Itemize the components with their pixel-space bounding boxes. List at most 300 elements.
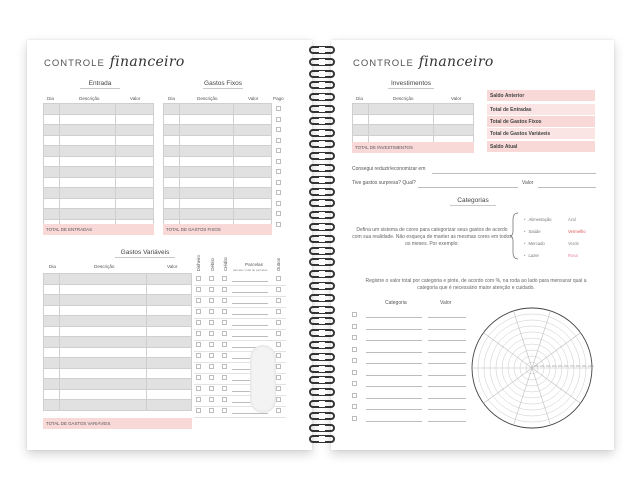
category-value-line[interactable] [428, 409, 466, 410]
table-cell[interactable] [116, 188, 154, 199]
table-row[interactable] [353, 125, 474, 136]
wheel-spoke [532, 333, 581, 368]
table-row[interactable] [44, 104, 154, 115]
table-row[interactable] [44, 198, 154, 209]
category-name-line[interactable] [366, 375, 422, 376]
payment-checkbox[interactable] [276, 298, 281, 303]
table-row[interactable] [164, 135, 272, 146]
table-cell[interactable] [147, 389, 192, 400]
category-value-line[interactable] [428, 421, 466, 422]
payment-checkbox[interactable] [222, 320, 227, 325]
table-cell[interactable] [59, 114, 115, 125]
pago-checkbox[interactable] [276, 159, 281, 164]
pago-checkbox[interactable] [276, 201, 281, 206]
gastos-variaveis-table[interactable] [43, 273, 192, 411]
entrada-col-desc: Descrição [79, 96, 100, 101]
table-cell[interactable] [234, 167, 272, 178]
payment-checkbox[interactable] [276, 397, 281, 402]
table-cell[interactable] [44, 326, 60, 337]
table-cell[interactable] [116, 156, 154, 167]
table-row[interactable] [44, 209, 154, 220]
wheel-tick-label: 60% [564, 366, 569, 368]
table-row[interactable] [44, 337, 192, 348]
table-row[interactable] [164, 167, 272, 178]
table-cell[interactable] [116, 177, 154, 188]
table-row[interactable] [44, 135, 154, 146]
payment-checkbox[interactable] [222, 276, 227, 281]
category-value-line[interactable] [428, 363, 466, 364]
summary-row[interactable]: Saldo Atual [487, 141, 595, 153]
table-row[interactable] [164, 125, 272, 136]
table-cell[interactable] [353, 125, 369, 136]
table-cell[interactable] [234, 156, 272, 167]
category-name-line[interactable] [366, 329, 422, 330]
table-cell[interactable] [44, 209, 60, 220]
payment-checkbox[interactable] [222, 375, 227, 380]
payment-checkbox[interactable] [222, 386, 227, 391]
example-mercado: • Mercado [524, 238, 552, 250]
parcelas-line[interactable] [232, 292, 268, 293]
wheel-tick-label: 30% [546, 366, 551, 368]
example-saude: • Saúde [524, 226, 552, 238]
payment-checkbox[interactable] [276, 320, 281, 325]
spiral-ring [309, 140, 335, 148]
payment-checkbox[interactable] [276, 375, 281, 380]
table-cell[interactable] [59, 305, 146, 316]
parcelas-line[interactable] [232, 325, 268, 326]
table-cell[interactable] [164, 177, 180, 188]
payment-checkbox[interactable] [196, 364, 201, 369]
table-cell[interactable] [59, 125, 115, 136]
table-cell[interactable] [147, 295, 192, 306]
payment-checkbox[interactable] [209, 408, 214, 413]
table-cell[interactable] [179, 209, 233, 220]
table-row[interactable] [44, 389, 192, 400]
table-cell[interactable] [147, 326, 192, 337]
payment-checkbox[interactable] [222, 309, 227, 314]
payment-checkbox[interactable] [196, 397, 201, 402]
payment-checkbox[interactable] [209, 397, 214, 402]
payment-checkbox[interactable] [209, 298, 214, 303]
table-row[interactable] [44, 347, 192, 358]
table-cell[interactable] [44, 347, 60, 358]
table-cell[interactable] [164, 104, 180, 115]
table-cell[interactable] [234, 146, 272, 157]
spiral-ring [309, 412, 335, 420]
payment-checkbox[interactable] [276, 276, 281, 281]
payment-checkbox[interactable] [196, 331, 201, 336]
payment-checkbox[interactable] [222, 408, 227, 413]
table-cell[interactable] [59, 274, 146, 285]
table-row[interactable] [44, 400, 192, 411]
spiral-ring [309, 306, 335, 314]
table-cell[interactable] [116, 198, 154, 209]
gastos-variaveis-total: TOTAL DE GASTOS VARIÁVEIS [43, 418, 192, 429]
var-col-dinheiro: Dinheiro [196, 255, 201, 272]
table-cell[interactable] [59, 284, 146, 295]
payment-checkbox[interactable] [222, 287, 227, 292]
category-name-line[interactable] [366, 340, 422, 341]
table-row[interactable] [44, 114, 154, 125]
table-cell[interactable] [164, 156, 180, 167]
pago-checkbox[interactable] [276, 190, 281, 195]
table-cell[interactable] [179, 114, 233, 125]
table-cell[interactable] [59, 379, 146, 390]
payment-checkbox[interactable] [209, 331, 214, 336]
table-cell[interactable] [179, 188, 233, 199]
table-cell[interactable] [234, 114, 272, 125]
wheel-tick-label: 20% [540, 366, 545, 368]
table-cell[interactable] [116, 125, 154, 136]
table-cell[interactable] [59, 347, 146, 358]
table-row[interactable] [164, 198, 272, 209]
table-cell[interactable] [44, 188, 60, 199]
table-cell[interactable] [59, 316, 146, 327]
table-cell[interactable] [164, 125, 180, 136]
table-row[interactable] [44, 177, 154, 188]
fixos-col-dia: Dia [168, 96, 175, 101]
summary-row[interactable]: Total de Gastos Fixos [487, 116, 595, 128]
gastos-fixos-title: Gastos Fixos [204, 80, 242, 87]
table-cell[interactable] [353, 114, 369, 125]
table-cell[interactable] [44, 135, 60, 146]
table-cell[interactable] [147, 305, 192, 316]
table-cell[interactable] [44, 379, 60, 390]
table-cell[interactable] [44, 177, 60, 188]
payment-checkbox[interactable] [196, 386, 201, 391]
table-cell[interactable] [164, 209, 180, 220]
table-cell[interactable] [147, 379, 192, 390]
table-cell[interactable] [59, 177, 115, 188]
table-cell[interactable] [179, 104, 233, 115]
table-row[interactable] [44, 188, 154, 199]
table-cell[interactable] [234, 125, 272, 136]
payment-checkbox[interactable] [196, 276, 201, 281]
table-cell[interactable] [44, 167, 60, 178]
table-cell[interactable] [368, 125, 433, 136]
table-cell[interactable] [164, 188, 180, 199]
table-cell[interactable] [44, 368, 60, 379]
payment-checkbox[interactable] [196, 353, 201, 358]
parcelas-line[interactable] [232, 314, 268, 315]
spiral-ring [309, 376, 335, 384]
spiral-ring [309, 105, 335, 113]
payment-checkbox[interactable] [276, 331, 281, 336]
category-color-box[interactable] [352, 312, 357, 317]
var-col-debito: Débito [210, 258, 215, 271]
payment-checkbox[interactable] [209, 375, 214, 380]
table-row[interactable] [44, 295, 192, 306]
table-cell[interactable] [116, 114, 154, 125]
table-cell[interactable] [147, 284, 192, 295]
category-color-box[interactable] [352, 404, 357, 409]
table-row[interactable] [44, 379, 192, 390]
row-divider [194, 329, 286, 330]
pago-checkbox[interactable] [276, 106, 281, 111]
parcelas-line[interactable] [232, 336, 268, 337]
table-cell[interactable] [44, 295, 60, 306]
table-cell[interactable] [59, 368, 146, 379]
category-value-line[interactable] [428, 340, 466, 341]
row-divider [194, 285, 286, 286]
spiral-ring [309, 282, 335, 290]
table-cell[interactable] [59, 389, 146, 400]
table-row[interactable] [164, 114, 272, 125]
table-cell[interactable] [164, 114, 180, 125]
payment-checkbox[interactable] [196, 287, 201, 292]
payment-checkbox[interactable] [196, 408, 201, 413]
entrada-table[interactable] [43, 103, 154, 230]
table-row[interactable] [44, 326, 192, 337]
table-row[interactable] [44, 274, 192, 285]
table-cell[interactable] [44, 316, 60, 327]
table-cell[interactable] [147, 337, 192, 348]
table-cell[interactable] [59, 358, 146, 369]
table-cell[interactable] [44, 114, 60, 125]
table-cell[interactable] [164, 146, 180, 157]
payment-checkbox[interactable] [276, 309, 281, 314]
wheel-tick-label: 40% [552, 366, 557, 368]
table-cell[interactable] [164, 167, 180, 178]
page-cutout [250, 345, 276, 413]
table-cell[interactable] [44, 274, 60, 285]
category-name-line[interactable] [366, 386, 422, 387]
spiral-ring [309, 199, 335, 207]
table-row[interactable] [44, 305, 192, 316]
summary-row[interactable]: Saldo Anterior [487, 90, 595, 102]
table-cell[interactable] [59, 295, 146, 306]
table-cell[interactable] [59, 209, 115, 220]
payment-checkbox[interactable] [222, 353, 227, 358]
table-cell[interactable] [234, 188, 272, 199]
table-cell[interactable] [59, 326, 146, 337]
table-row[interactable] [164, 156, 272, 167]
table-cell[interactable] [116, 104, 154, 115]
payment-checkbox[interactable] [222, 298, 227, 303]
table-cell[interactable] [179, 167, 233, 178]
table-cell[interactable] [116, 135, 154, 146]
table-cell[interactable] [44, 125, 60, 136]
payment-checkbox[interactable] [196, 320, 201, 325]
category-value-line[interactable] [428, 386, 466, 387]
table-row[interactable] [44, 368, 192, 379]
category-color-box[interactable] [352, 324, 357, 329]
table-row[interactable] [44, 156, 154, 167]
cat-col-categoria: Categoria [385, 300, 407, 306]
table-row[interactable] [44, 284, 192, 295]
table-cell[interactable] [234, 104, 272, 115]
spiral-ring [309, 365, 335, 373]
table-cell[interactable] [434, 114, 474, 125]
summary-row[interactable]: Total de Gastos Variáveis [487, 128, 595, 140]
payment-checkbox[interactable] [209, 364, 214, 369]
table-cell[interactable] [59, 400, 146, 411]
table-cell[interactable] [179, 146, 233, 157]
table-cell[interactable] [147, 400, 192, 411]
table-row[interactable] [164, 177, 272, 188]
table-row[interactable] [164, 188, 272, 199]
table-cell[interactable] [116, 146, 154, 157]
pago-checkbox[interactable] [276, 138, 281, 143]
table-cell[interactable] [234, 209, 272, 220]
category-color-box[interactable] [352, 381, 357, 386]
payment-checkbox[interactable] [209, 287, 214, 292]
category-name-line[interactable] [366, 363, 422, 364]
table-cell[interactable] [234, 135, 272, 146]
spiral-ring [309, 258, 335, 266]
table-cell[interactable] [368, 104, 433, 115]
table-cell[interactable] [44, 146, 60, 157]
table-cell[interactable] [147, 347, 192, 358]
table-cell[interactable] [434, 125, 474, 136]
investimentos-table[interactable] [352, 103, 474, 146]
category-value-line[interactable] [428, 375, 466, 376]
table-cell[interactable] [59, 104, 115, 115]
table-row[interactable] [353, 114, 474, 125]
table-cell[interactable] [59, 337, 146, 348]
table-cell[interactable] [44, 104, 60, 115]
table-cell[interactable] [44, 337, 60, 348]
table-cell[interactable] [44, 156, 60, 167]
payment-checkbox[interactable] [196, 298, 201, 303]
parcelas-line[interactable] [232, 303, 268, 304]
table-cell[interactable] [147, 274, 192, 285]
category-value-line[interactable] [428, 317, 466, 318]
table-cell[interactable] [59, 146, 115, 157]
table-cell[interactable] [44, 284, 60, 295]
table-cell[interactable] [147, 368, 192, 379]
table-row[interactable] [353, 104, 474, 115]
category-name-line[interactable] [366, 398, 422, 399]
payment-checkbox[interactable] [222, 331, 227, 336]
table-cell[interactable] [59, 135, 115, 146]
question-valor-line[interactable] [538, 187, 596, 188]
pago-checkbox[interactable] [276, 127, 281, 132]
table-cell[interactable] [59, 188, 115, 199]
category-name-line[interactable] [366, 409, 422, 410]
category-name-line[interactable] [366, 421, 422, 422]
payment-checkbox[interactable] [222, 342, 227, 347]
category-value-line[interactable] [428, 352, 466, 353]
payment-checkbox[interactable] [276, 408, 281, 413]
pago-checkbox[interactable] [276, 222, 281, 227]
table-row[interactable] [164, 146, 272, 157]
table-cell[interactable] [179, 177, 233, 188]
category-name-line[interactable] [366, 352, 422, 353]
payment-checkbox[interactable] [209, 320, 214, 325]
table-cell[interactable] [234, 198, 272, 209]
table-cell[interactable] [179, 125, 233, 136]
table-cell[interactable] [147, 316, 192, 327]
payment-checkbox[interactable] [276, 287, 281, 292]
table-cell[interactable] [116, 209, 154, 220]
payment-checkbox[interactable] [209, 342, 214, 347]
payment-checkbox[interactable] [209, 353, 214, 358]
category-color-box[interactable] [352, 335, 357, 340]
category-value-line[interactable] [428, 398, 466, 399]
table-row[interactable] [164, 209, 272, 220]
payment-checkbox[interactable] [222, 364, 227, 369]
payment-checkbox[interactable] [196, 342, 201, 347]
table-cell[interactable] [234, 177, 272, 188]
category-color-box[interactable] [352, 347, 357, 352]
table-row[interactable] [164, 104, 272, 115]
gastos-fixos-table[interactable] [163, 103, 272, 230]
table-row[interactable] [44, 125, 154, 136]
category-color-box[interactable] [352, 358, 357, 363]
table-cell[interactable] [434, 104, 474, 115]
parcelas-line[interactable] [232, 281, 268, 282]
payment-checkbox[interactable] [209, 309, 214, 314]
table-cell[interactable] [59, 156, 115, 167]
table-cell[interactable] [59, 198, 115, 209]
table-cell[interactable] [44, 389, 60, 400]
spiral-ring [309, 129, 335, 137]
table-cell[interactable] [44, 305, 60, 316]
payment-checkbox[interactable] [196, 309, 201, 314]
payment-checkbox[interactable] [276, 353, 281, 358]
var-col-desc: Descrição [94, 264, 115, 269]
table-row[interactable] [44, 358, 192, 369]
table-cell[interactable] [179, 135, 233, 146]
table-cell[interactable] [147, 358, 192, 369]
payment-checkbox[interactable] [276, 386, 281, 391]
color-rosa: Rosa [568, 253, 578, 258]
payment-checkbox[interactable] [209, 276, 214, 281]
category-value-line[interactable] [428, 329, 466, 330]
table-cell[interactable] [368, 114, 433, 125]
table-cell[interactable] [353, 104, 369, 115]
payment-checkbox[interactable] [276, 364, 281, 369]
category-color-box[interactable] [352, 416, 357, 421]
parcelas-line[interactable] [232, 413, 268, 414]
table-row[interactable] [44, 167, 154, 178]
pago-checkbox[interactable] [276, 117, 281, 122]
table-row[interactable] [44, 316, 192, 327]
pago-checkbox[interactable] [276, 169, 281, 174]
table-cell[interactable] [116, 167, 154, 178]
wheel-tick-label: 50% [558, 366, 563, 368]
category-name-line[interactable] [366, 317, 422, 318]
pago-checkbox[interactable] [276, 180, 281, 185]
table-cell[interactable] [179, 156, 233, 167]
table-cell[interactable] [44, 358, 60, 369]
var-col-parcelas-sub: parcela / total de parcelas [233, 268, 268, 272]
table-cell[interactable] [164, 135, 180, 146]
payment-checkbox[interactable] [196, 375, 201, 380]
table-cell[interactable] [179, 198, 233, 209]
row-divider [194, 318, 286, 319]
example-lazer: • Lazer [524, 250, 552, 262]
category-color-box[interactable] [352, 393, 357, 398]
category-color-box[interactable] [352, 370, 357, 375]
table-cell[interactable] [59, 167, 115, 178]
payment-checkbox[interactable] [209, 386, 214, 391]
payment-checkbox[interactable] [276, 342, 281, 347]
color-verde: Verde [568, 241, 579, 246]
table-cell[interactable] [164, 198, 180, 209]
table-cell[interactable] [44, 400, 60, 411]
pago-checkbox[interactable] [276, 148, 281, 153]
payment-checkbox[interactable] [222, 397, 227, 402]
question-reduzir-line[interactable] [432, 173, 596, 174]
percentage-wheel[interactable] [470, 306, 594, 430]
question-surpresa-line[interactable] [418, 187, 518, 188]
table-cell[interactable] [44, 198, 60, 209]
pago-checkbox[interactable] [276, 211, 281, 216]
summary-row[interactable]: Total de Entradas [487, 104, 595, 116]
table-row[interactable] [44, 146, 154, 157]
